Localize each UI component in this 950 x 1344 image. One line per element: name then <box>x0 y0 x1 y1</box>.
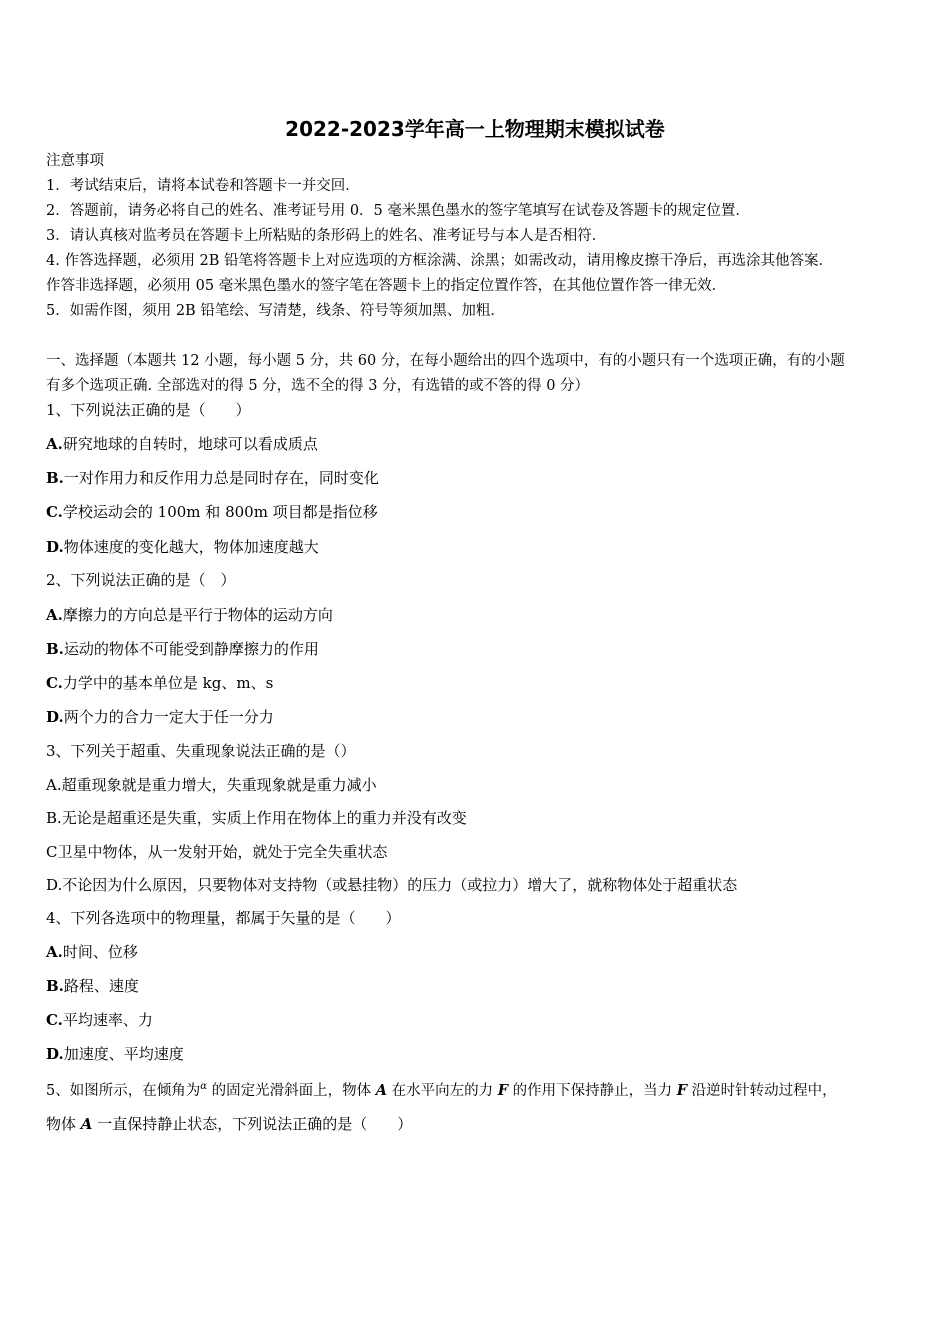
option-4b: B.路程、速度 <box>46 977 139 995</box>
page-title: 2022-2023学年高一上物理期末模拟试卷 <box>285 117 665 141</box>
option-2c: C.力学中的基本单位是 kg、m、s <box>46 674 274 692</box>
section-heading: 一、选择题（本题共 12 小题，每小题 5 分，共 60 分，在每小题给出的四个选项中，有的小题只有一个选项正确，有的小题 <box>46 353 845 369</box>
question-stem-2: 2、下列说法正确的是（ ） <box>46 571 236 589</box>
notice-item: 3．请认真核对监考员在答题卡上所粘贴的条形码上的姓名、准考证号与本人是否相符． <box>46 228 607 244</box>
option-2d: D.两个力的合力一定大于任一分力 <box>46 708 274 726</box>
question-stem-3: 3、下列关于超重、失重现象说法正确的是（） <box>46 742 356 760</box>
option-3a: A.超重现象就是重力增大，失重现象就是重力减小 <box>46 776 377 794</box>
option-3b: B.无论是超重还是失重，实质上作用在物体上的重力并没有改变 <box>46 809 467 827</box>
question-stem-1: 1、下列说法正确的是（ ） <box>46 401 251 419</box>
notice-item: 作答非选择题，必须用 05 毫米黑色墨水的签字笔在答题卡上的指定位置作答，在其他位置作答一律无效． <box>46 278 727 294</box>
notice-item: 5．如需作图，须用 2B 铅笔绘、写清楚，线条、符号等须加黑、加粗． <box>46 303 505 319</box>
notice-heading: 注意事项 <box>46 153 104 169</box>
notice-item: 2．答题前，请务必将自己的姓名、准考证号用 0．5 毫米黑色墨水的签字笔填写在试卷及答题卡的规定位置． <box>46 203 750 219</box>
question-stem-5: 5、如图所示，在倾角为$^\alpha$ 的固定光滑斜面上，物体 A 在水平向左的力 F 的作用下保持静止，当力 F 沿逆时针转动过程中， <box>46 1081 837 1099</box>
option-2a: A.摩擦力的方向总是平行于物体的运动方向 <box>46 606 333 624</box>
notice-item: 4. 作答选择题，必须用 2B 铅笔将答题卡上对应选项的方框涂满、涂黑；如需改动，请用橡皮擦干净后，再选涂其他答案． <box>46 253 834 269</box>
section-heading-cont: 有多个选项正确. 全部选对的得 5 分，选不全的得 3 分，有选错的或不答的得 0 分） <box>46 378 590 394</box>
option-1d: D.物体速度的变化越大，物体加速度越大 <box>46 538 319 556</box>
option-4a: A.时间、位移 <box>46 943 138 961</box>
question-stem-5-cont: 物体 A 一直保持静止状态，下列说法正确的是（ ） <box>46 1115 413 1133</box>
option-1a: A.研究地球的自转时，地球可以看成质点 <box>46 435 318 453</box>
option-1b: B.一对作用力和反作用力总是同时存在，同时变化 <box>46 469 379 487</box>
notice-item: 1．考试结束后，请将本试卷和答题卡一并交回． <box>46 178 360 194</box>
option-4c: C.平均速率、力 <box>46 1011 153 1029</box>
question-stem-4: 4、下列各选项中的物理量，都属于矢量的是（ ） <box>46 909 401 927</box>
option-4d: D.加速度、平均速度 <box>46 1045 184 1063</box>
option-1c: C.学校运动会的 100m 和 800m 项目都是指位移 <box>46 503 378 521</box>
option-3d: D.不论因为什么原因，只要物体对支持物（或悬挂物）的压力（或拉力）增大了，就称物体处于超重状态 <box>46 876 738 894</box>
option-3c: C卫星中物体，从一发射开始，就处于完全失重状态 <box>46 843 388 861</box>
option-2b: B.运动的物体不可能受到静摩擦力的作用 <box>46 640 319 658</box>
alpha-symbol: α <box>200 1081 207 1092</box>
